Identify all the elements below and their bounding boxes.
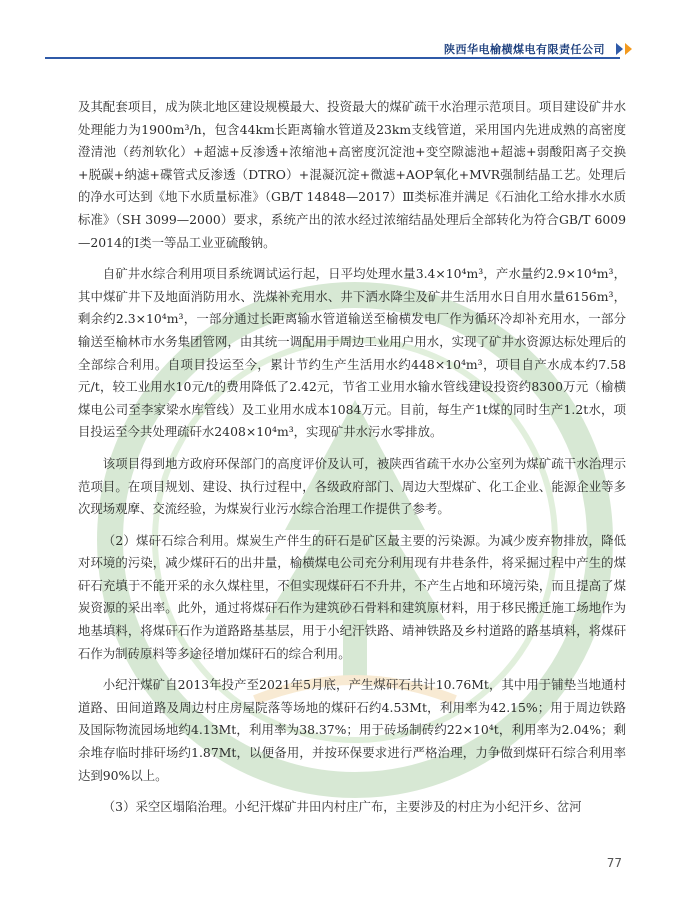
paragraph-6: （3）采空区塌陷治理。小纪汗煤矿井田内村庄广布，主要涉及的村庄为小纪汗乡、岔河 bbox=[102, 799, 582, 815]
paragraph-5: 小纪汗煤矿自2013年投产至2021年5月底，产生煤矸石共计10.76Mt，其中用于铺垫当地通村道路、田间道路及周边村庄房屋院落等场地的煤矸石约4.53Mt，利用率为42.15%；用于周边铁路及国际物流园场地约4.13Mt，利用率为38.37%；用于砖场制砖约22×10⁴t，利用率为2.04%；剩余堆存临时排矸场约1.87Mt，以便备用，并按环保要求进行严格治理，力争做到煤矸石综合利用率达到90%以上。 bbox=[78, 677, 626, 783]
page-header bbox=[0, 0, 700, 60]
company-name: 陕西华电榆横煤电有限责任公司 bbox=[444, 43, 605, 56]
document-body bbox=[78, 96, 626, 828]
paragraph-4: （2）煤矸石综合利用。煤炭生产伴生的矸石是矿区最主要的污染源。为减少废弃物排放，降低对环境的污染，减少煤矸石的出井量，榆横煤电公司充分利用现有井巷条件，将采掘过程中产生的煤矸石充填于不能开采的永久煤柱里，不但实现煤矸石不升井，不产生占地和环境污染，而且提高了煤炭资源的采出率。此外，通过将煤矸石作为建筑砂石骨料和建筑原材料，用于移民搬迁施工场地作为地基填料，将煤矸石作为道路路基基层，用于小纪汗铁路、靖神铁路及乡村道路的路基填料，将煤矸石作为制砖原料等多途径增加煤矸石的综合利用。 bbox=[78, 532, 626, 661]
company-logo-icon bbox=[614, 40, 640, 58]
paragraph-1: 及其配套项目，成为陕北地区建设规模最大、投资最大的煤矿疏干水治理示范项目。项目建设矿井水处理能力为1900m³/h，包含44km长距离输水管道及23km支线管道，采用国内先进成熟的高密度澄清池（药剂软化）+超滤+反渗透+浓缩池+高密度沉淀池+变空隙滤池+超滤+弱酸阳离子交换+脱碳+纳滤+碟管式反渗透（DTRO）+混凝沉淀+微滤+AOP氧化+MVR强制结晶工艺。处理后的净水可达到《地下水质量标准》（GB/T 14848—2017）Ⅲ类标准并满足《石油化工给水排水水质标准》（SH 3099—2000）要求，系统产出的浓水经过浓缩结晶处理后全部转化为符合GB/T 6009—2014的Ⅰ类一等品工业亚硫酸钠。 bbox=[78, 99, 626, 250]
paragraph-2: 自矿井水综合利用项目系统调试运行起，日平均处理水量3.4×10⁴m³，产水量约2.9×10⁴m³，其中煤矿井下及地面消防用水、洗煤补充用水、井下洒水降尘及矿井生活用水日自用水量6156m³，剩余约2.3×10⁴m³，一部分通过长距离输水管道输送至榆横发电厂作为循环冷却补充用水，一部分输送至榆林市水务集团管网，由其统一调配用于周边工业用户用水，实现了矿井水资源达标处理后的全部综合利用。自项目投运至今，累计节约生产生活用水约448×10⁴m³，项目自产水成本约7.58元/t，较工业用水10元/t的费用降低了2.42元，节省工业用水输水管线建设投资约8300万元（榆横煤电公司至李家梁水库管线）及工业用水成本1084万元。目前，每生产1t煤的同时生产1.2t水，项目投运至今共处理疏矸水2408×10⁴m³，实现矿井水污水零排放。 bbox=[78, 266, 626, 440]
paragraph-3: 该项目得到地方政府环保部门的高度评价及认可，被陕西省疏干水办公室列为煤矿疏干水治理示范项目。在项目规划、建设、执行过程中，各级政府部门、周边大型煤矿、化工企业、能源企业等多次现场观摩、交流经验，为煤炭行业污水综合治理工作提供了参考。 bbox=[78, 455, 626, 517]
page-number: 77 bbox=[606, 856, 622, 870]
header-divider bbox=[45, 57, 620, 59]
